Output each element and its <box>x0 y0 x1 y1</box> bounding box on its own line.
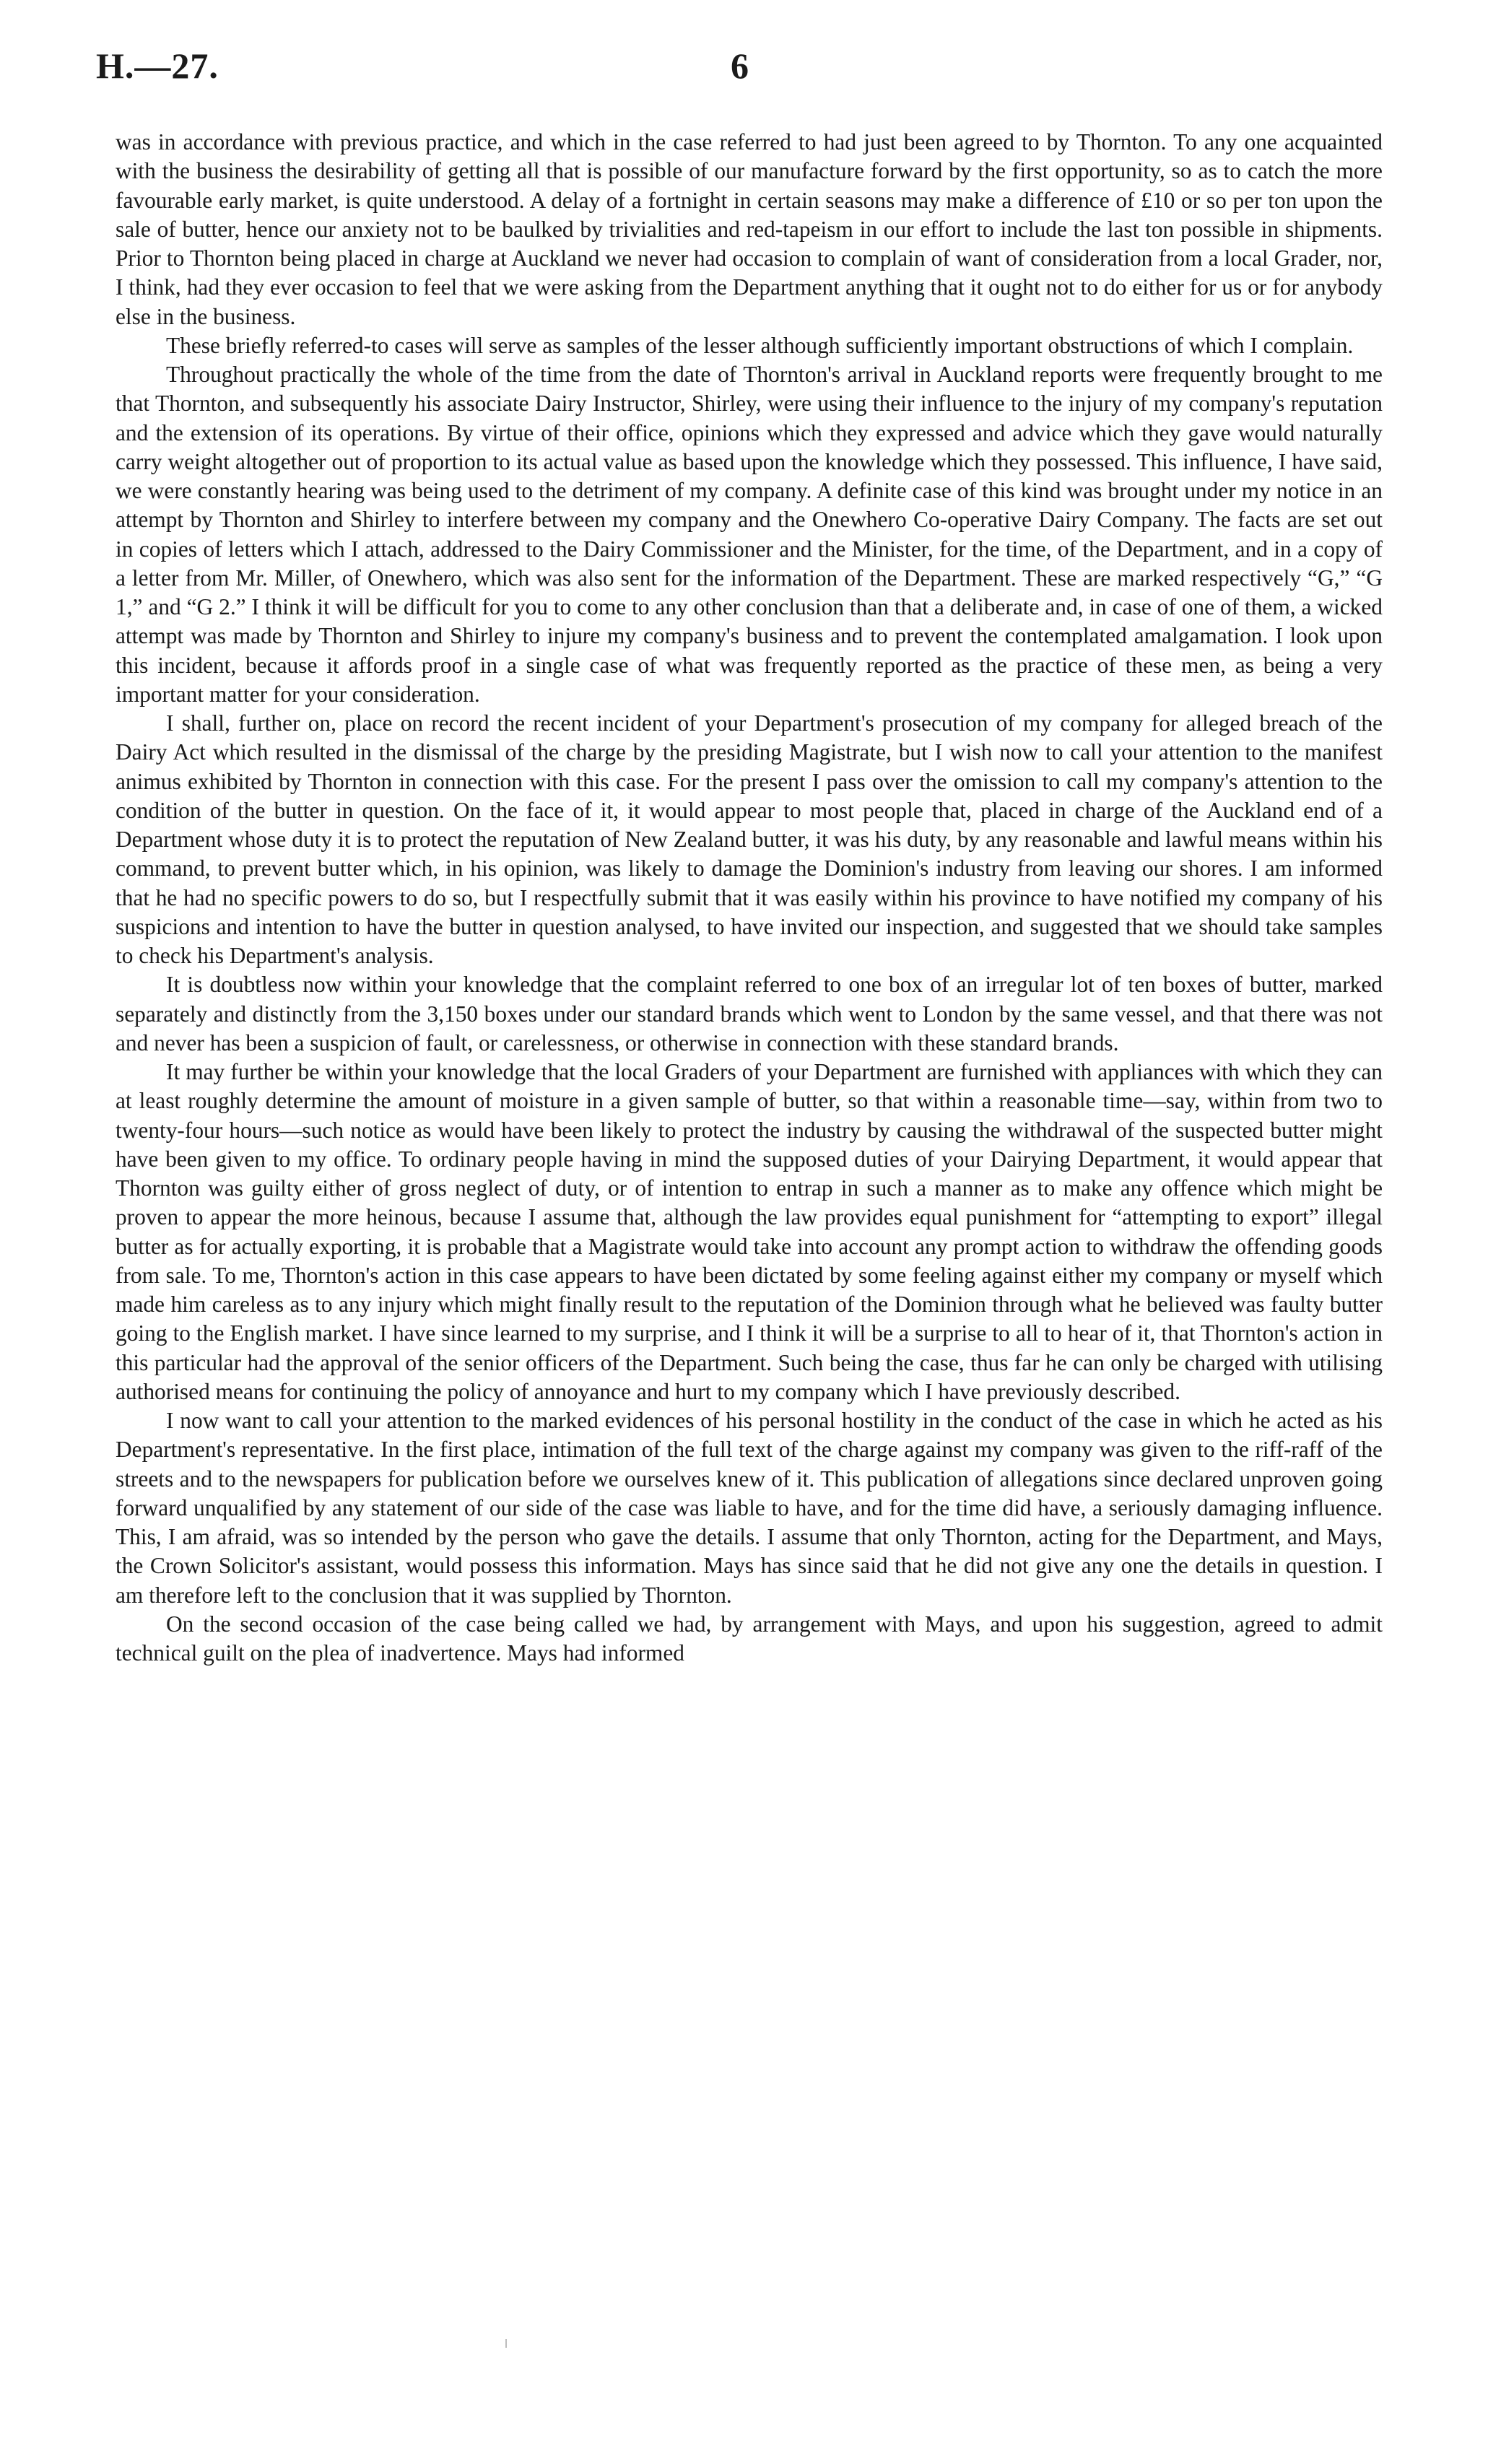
body-text <box>116 128 1383 1668</box>
paragraph-1: was in accordance with previous practice, and which in the case referred to had just been agreed to by Thornton. To any one acquainted with the business the desirability of getting all that is possible of our manufacture forward by the first opportunity, so as to catch the more favourable early market, is quite understood. A delay of a fortnight in certain seasons may make a difference of £10 or so per ton upon the sale of butter, hence our anxiety not to be baulked by trivialities and red-tapeism in our effort to include the last ton possible in shipments. Prior to Thornton being placed in charge at Auckland we never had occasion to complain of want of consideration from a local Grader, nor, I think, had they ever occasion to feel that we were asking from the Department anything that it ought not to do either for us or for anybody else in the business. <box>116 129 1383 329</box>
paragraph-2: These briefly referred-to cases will serve as samples of the lesser although sufficiently important obstructions of which I complain. <box>166 332 1354 358</box>
paragraph-7: I now want to call your attention to the marked evidences of his personal hostility in the conduct of the case in which he acted as his Department's representative. In the first place, intimation of the full text of the charge against my company was given to the riff-raff of the streets and to the newspapers for publication before we ourselves knew of it. This publication of allegations since declared unproven going forward unqualified by any statement of our side of the case was liable to have, and for the time did have, a seriously damaging influence. This, I am afraid, was so intended by the person who gave the details. I assume that only Thornton, acting for the Department, and Mays, the Crown Solicitor's assistant, would possess this information. Mays has since said that he did not give any one the details in question. I am therefore left to the conclusion that it was supplied by Thornton. <box>116 1408 1383 1608</box>
page-number: 6 <box>731 45 749 86</box>
paragraph-8: On the second occasion of the case being called we had, by arrangement with Mays, and upon his suggestion, agreed to admit technical guilt on the plea of inadvertence. Mays had informed <box>116 1611 1383 1666</box>
paragraph-6: It may further be within your knowledge that the local Graders of your Department are furnished with appliances with which they can at least roughly determine the amount of moisture in a given sample of butter, so that within a reasonable time—say, within from two to twenty-four hours—such notice as would have been likely to protect the industry by causing the withdrawal of the suspected butter might have been given to my office. To ordinary people having in mind the supposed duties of your Dairying Department, it would appear that Thornton was guilty either of gross neglect of duty, or of intention to entrap in such a manner as to make any offence which might be proven to appear the more heinous, because I assume that, although the law provides equal punishment for “attempting to export” illegal butter as for actually exporting, it is probable that a Magistrate would take into account any prompt action to withdraw the offending goods from sale. To me, Thornton's action in this case appears to have been dictated by some feeling against either my company or myself which made him careless as to any injury which might finally result to the reputation of the Dominion through what he believed was faulty butter going to the English market. I have since learned to my surprise, and I think it will be a surprise to all to hear of it, that Thornton's action in this particular had the approval of the senior officers of the Department. Such being the case, thus far he can only be charged with utilising authorised means for continuing the policy of annoyance and hurt to my company which I have previously described. <box>116 1059 1383 1404</box>
paragraph-5: It is doubtless now within your knowledge that the complaint referred to one box of an irregular lot of ten boxes of butter, marked separately and distinctly from the 3,150 boxes under our standard brands which went to London by the same vessel, and that there was not and never has been a suspicion of fault, or carelessness, or otherwise in connection with these standard brands. <box>116 972 1383 1055</box>
scan-mark <box>505 2339 507 2348</box>
document-code: H.—27. <box>96 45 219 86</box>
paragraph-4: I shall, further on, place on record the recent incident of your Department's prosecution of my company for alleged breach of the Dairy Act which resulted in the dismissal of the charge by the presiding Magistrate, but I wish now to call your attention to the manifest animus exhibited by Thornton in connection with this case. For the present I pass over the omission to call my company's attention to the condition of the butter in question. On the face of it, it would appear to most people that, placed in charge of the Auckland end of a Department whose duty it is to protect the reputation of New Zealand butter, it was his duty, by any reasonable and lawful means within his command, to prevent butter which, in his opinion, was likely to damage the Dominion's industry from leaving our shores. I am informed that he had no specific powers to do so, but I respectfully submit that it was easily within his province to have notified my company of his suspicions and intention to have the butter in question analysed, to have invited our inspection, and suggested that we should take samples to check his Department's analysis. <box>116 710 1383 968</box>
paragraph-3: Throughout practically the whole of the time from the date of Thornton's arrival in Auckland reports were frequently brought to me that Thornton, and subsequently his associate Dairy Instructor, Shirley, were using their influence to the injury of my company's reputation and the extension of its operations. By virtue of their office, opinions which they expressed and advice which they gave would naturally carry weight altogether out of proportion to its actual value as based upon the knowledge which they possessed. This influence, I have said, we were constantly hearing was being used to the detriment of my company. A definite case of this kind was brought under my notice in an attempt by Thornton and Shirley to interfere between my company and the Onewhero Co-operative Dairy Company. The facts are set out in copies of letters which I attach, addressed to the Dairy Commissioner and the Minister, for the time, of the Department, and in a copy of a letter from Mr. Miller, of Onewhero, which was also sent for the information of the Department. These are marked respectively “G,” “G 1,” and “G 2.” I think it will be difficult for you to come to any other conclusion than that a deliberate and, in case of one of them, a wicked attempt was made by Thornton and Shirley to injure my company's business and to prevent the contemplated amalgamation. I look upon this incident, because it affords proof in a single case of what was frequently reported as the practice of these men, as being a very important matter for your consideration. <box>116 362 1383 707</box>
